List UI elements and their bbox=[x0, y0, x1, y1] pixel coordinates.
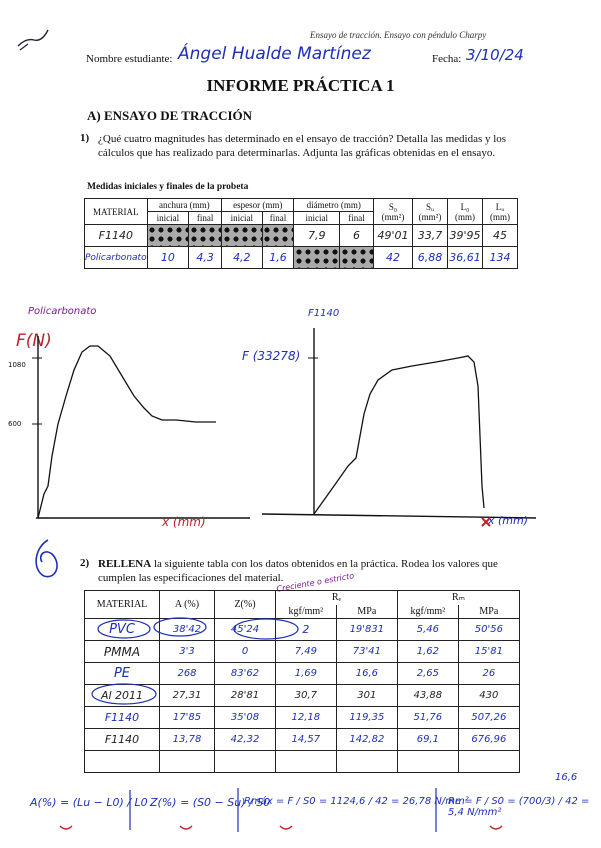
student-label: Nombre estudiante: bbox=[86, 53, 173, 65]
col-L0: L₀ (mm) bbox=[448, 199, 483, 225]
measures-caption: Medidas iniciales y finales de la probeta bbox=[87, 182, 249, 192]
q2-number: 2) bbox=[80, 557, 90, 569]
scribble-mark bbox=[14, 24, 54, 54]
chart-f1140 bbox=[242, 296, 552, 536]
circle-al bbox=[92, 684, 156, 704]
circle-marks bbox=[80, 612, 320, 722]
circle-pvc-Z bbox=[234, 619, 298, 639]
censored-cell bbox=[222, 225, 262, 247]
col-anchura: anchura (mm) bbox=[147, 199, 222, 212]
table-row: Al 2011 27,31 28'81 30,7 301 43,88 430 bbox=[85, 685, 520, 707]
date-value: 3/10/24 bbox=[466, 46, 524, 64]
col-Lu: Lᵤ (mm) bbox=[483, 199, 518, 225]
q2-text: RELLENA la siguiente tabla con los datos obtenidos en la práctica. Rodea los valores que cumplen las especificaciones del material. bbox=[98, 558, 498, 584]
page-title: INFORME PRÁCTICA 1 bbox=[206, 76, 395, 95]
censored-cell bbox=[189, 225, 222, 247]
table-row: F1140 17'85 35'08 12,18 119,35 51,76 507,26 bbox=[85, 707, 520, 729]
circle-pvc bbox=[98, 620, 150, 638]
curve bbox=[38, 346, 216, 518]
col-material: MATERIAL bbox=[85, 199, 148, 225]
corner-note: Ensayo de tracción. Ensayo con péndulo Charpy bbox=[310, 30, 487, 40]
sub-inicial: inicial bbox=[222, 212, 262, 225]
x-axis-label: x (mm) bbox=[162, 515, 206, 529]
curve bbox=[314, 356, 484, 514]
measures-table bbox=[84, 198, 518, 269]
sub-inicial: inicial bbox=[294, 212, 340, 225]
table-row: F1140 7,9 6 49'01 33,7 39'95 45 bbox=[85, 225, 518, 247]
unit-kgf: kgf/mm² bbox=[397, 605, 458, 619]
swirl-mark bbox=[28, 534, 68, 584]
chart-title: F1140 bbox=[308, 308, 340, 319]
formula-Rm: Rmáx = F / S0 = 1124,6 / 42 = 26,78 N/mm² bbox=[244, 796, 469, 807]
tick-label: 1080 bbox=[8, 361, 26, 369]
q1-number: 1) bbox=[80, 132, 90, 144]
date-label: Fecha: bbox=[432, 53, 462, 65]
table-row bbox=[85, 751, 520, 773]
col-Rm: Rₘ bbox=[397, 591, 519, 605]
censored-cell bbox=[340, 247, 374, 269]
table-row: PMMA 3'3 0 7,49 73'41 1,62 15'81 bbox=[85, 641, 520, 663]
col-Su: Sᵤ (mm²) bbox=[413, 199, 448, 225]
formula-side-note: 16,6 bbox=[555, 772, 578, 783]
unit-mpa: MPa bbox=[458, 605, 519, 619]
sub-final: final bbox=[189, 212, 222, 225]
censored-cell bbox=[262, 225, 294, 247]
censored-cell bbox=[147, 225, 189, 247]
formula-dividers bbox=[0, 780, 601, 840]
col-Z: Z(%) bbox=[215, 591, 276, 619]
formula-Re: Re = F / S0 = (700/3) / 42 = 5,4 N/mm² bbox=[448, 796, 590, 818]
unit-kgf: kgf/mm² bbox=[276, 605, 337, 619]
sub-final: final bbox=[262, 212, 294, 225]
col-espesor: espesor (mm) bbox=[222, 199, 294, 212]
chart-title: Policarbonato bbox=[28, 306, 97, 317]
student-name: Ángel Hualde Martínez bbox=[178, 44, 371, 64]
q1-text: ¿Qué cuatro magnitudes has determinado en el ensayo de tracción? Detalla las medidas y los cálculos que has realizado para determinarlas. Adjunta las gráficas obtenidas en el ensayo. bbox=[98, 133, 507, 159]
table-row: PVC 38'42 45'24 2 19'831 5,46 50'56 bbox=[85, 619, 520, 641]
col-A: A (%) bbox=[160, 591, 215, 619]
x-axis-label: x (mm) bbox=[488, 514, 529, 527]
sub-final: final bbox=[340, 212, 374, 225]
table-row: Policarbonato 10 4,3 4,2 1,6 42 6,88 36,61 134 bbox=[85, 247, 518, 269]
chart-policarbonato bbox=[0, 296, 260, 536]
margin-note: Creciente o estricto bbox=[275, 571, 355, 594]
sub-inicial: inicial bbox=[147, 212, 189, 225]
col-material: MATERIAL bbox=[85, 591, 160, 619]
unit-mpa: MPa bbox=[336, 605, 397, 619]
formula-Z: Z(%) = (S0 − Su) / S0 bbox=[150, 796, 271, 809]
section-a-heading: A) ENSAYO DE TRACCIÓN bbox=[87, 108, 253, 123]
table-row: F1140 13,78 42,32 14,57 142,82 69,1 676,96 bbox=[85, 729, 520, 751]
col-S0: S₀ (mm²) bbox=[374, 199, 413, 225]
col-Re: Rₑ bbox=[276, 591, 398, 605]
formula-A: A(%) = (Lu − L0) / L0 bbox=[30, 796, 148, 809]
tick-label: 600 bbox=[8, 420, 22, 428]
y-axis-label: F(N) bbox=[16, 331, 52, 351]
table-row: PE 268 83'62 1,69 16,6 2,65 26 bbox=[85, 663, 520, 685]
censored-cell bbox=[294, 247, 340, 269]
y-axis-label: F (33278) bbox=[242, 349, 301, 363]
col-diametro: diámetro (mm) bbox=[294, 199, 374, 212]
circle-pvc-A bbox=[154, 618, 206, 636]
